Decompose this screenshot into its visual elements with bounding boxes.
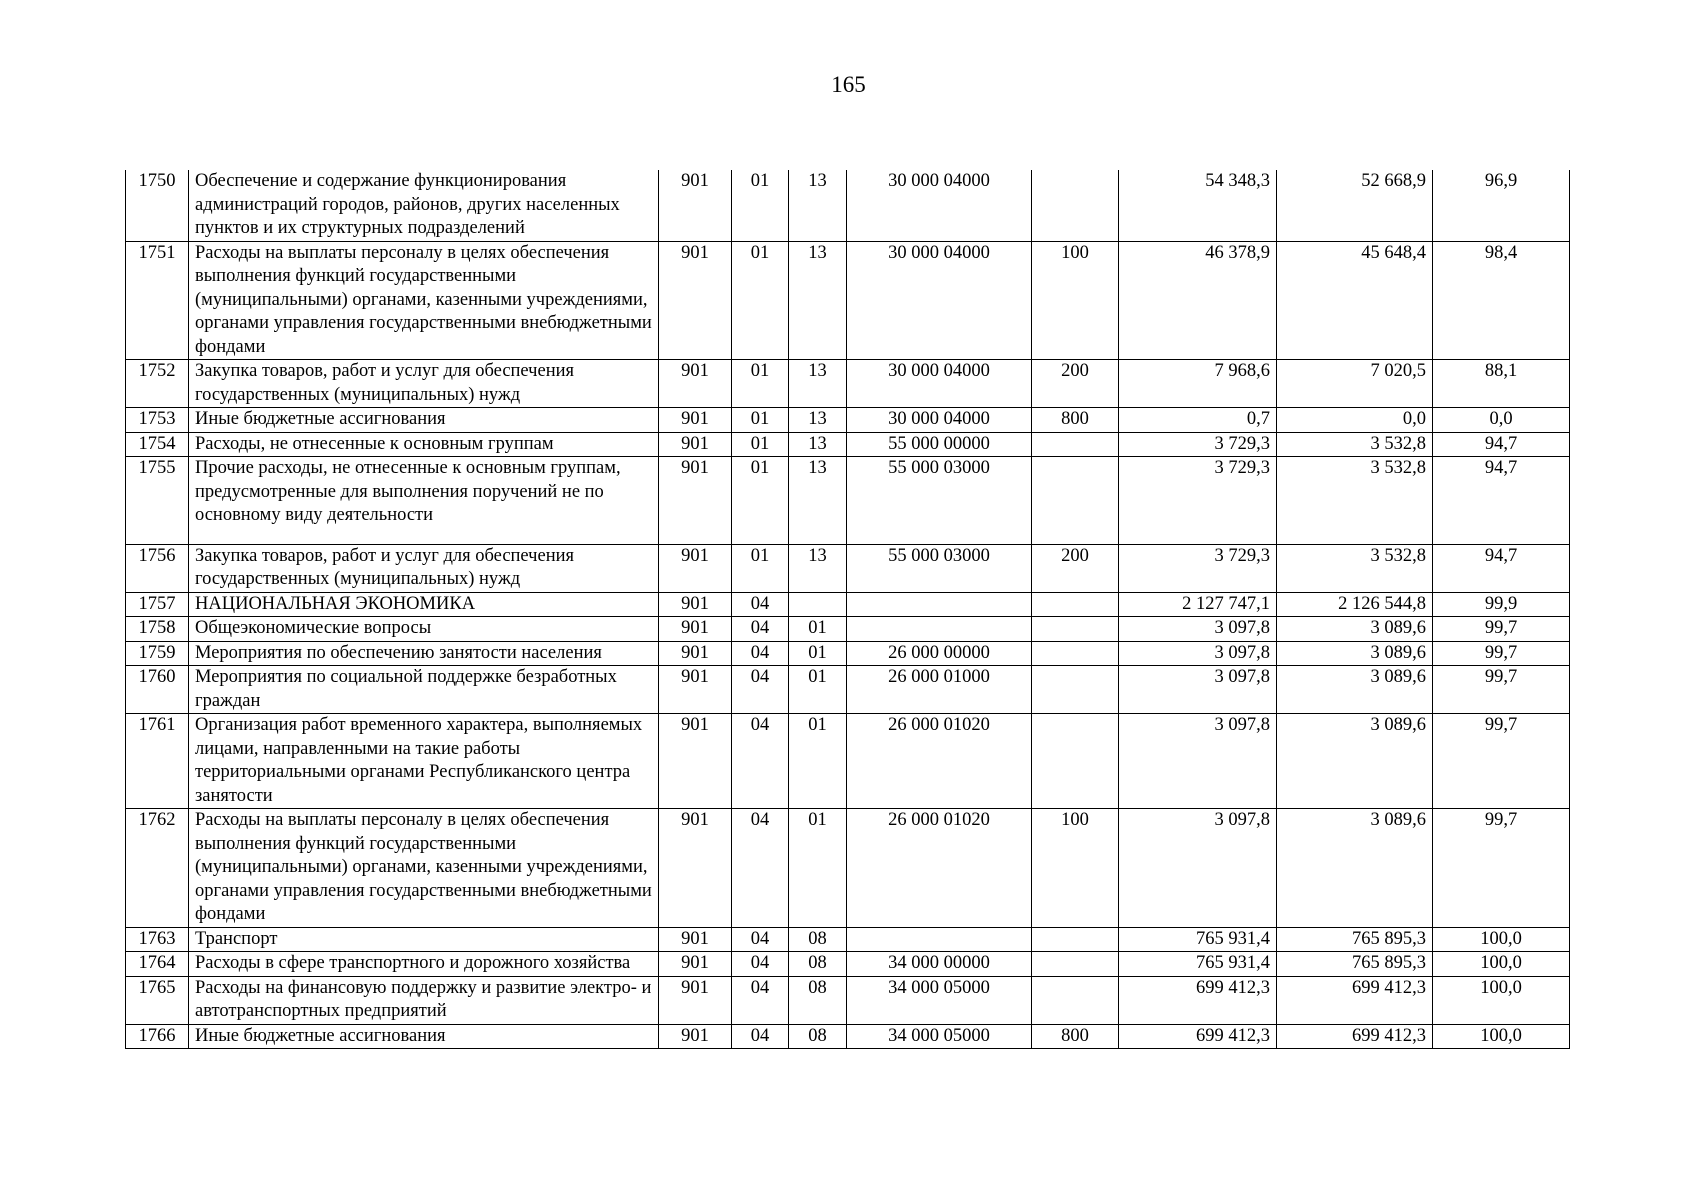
item-name-cell: Мероприятия по обеспечению занятости населения xyxy=(189,641,659,666)
planned-amount-cell: 46 378,9 xyxy=(1119,241,1277,360)
subsection-code-cell: 13 xyxy=(789,170,847,241)
row-number-cell: 1754 xyxy=(126,432,189,457)
table-row xyxy=(126,617,1570,642)
expense-type-cell: 100 xyxy=(1032,241,1119,360)
grbs-code-cell: 901 xyxy=(659,976,732,1024)
section-code-cell: 04 xyxy=(732,927,789,952)
section-code-cell: 04 xyxy=(732,641,789,666)
actual-amount-cell: 3 089,6 xyxy=(1277,714,1433,809)
actual-amount-cell: 45 648,4 xyxy=(1277,241,1433,360)
expense-type-cell xyxy=(1032,714,1119,809)
execution-percent-cell: 100,0 xyxy=(1433,927,1570,952)
target-article-cell: 30 000 04000 xyxy=(847,408,1032,433)
subsection-code-cell: 01 xyxy=(789,714,847,809)
page-number: 165 xyxy=(831,72,866,97)
table-row xyxy=(126,432,1570,457)
item-name-cell: Расходы на выплаты персоналу в целях обеспечения выполнения функций государственными (муниципальными) органами, казенными учреждениями, органами управления государственными внебюджетными фондами xyxy=(189,241,659,360)
planned-amount-cell: 2 127 747,1 xyxy=(1119,592,1277,617)
target-article-cell: 30 000 04000 xyxy=(847,170,1032,241)
actual-amount-cell: 765 895,3 xyxy=(1277,927,1433,952)
execution-percent-cell: 100,0 xyxy=(1433,1024,1570,1049)
grbs-code-cell: 901 xyxy=(659,617,732,642)
item-name-cell: Иные бюджетные ассигнования xyxy=(189,1024,659,1049)
row-number-cell: 1752 xyxy=(126,360,189,408)
row-number-cell: 1751 xyxy=(126,241,189,360)
section-code-cell: 04 xyxy=(732,976,789,1024)
row-number-cell: 1762 xyxy=(126,809,189,928)
planned-amount-cell: 699 412,3 xyxy=(1119,1024,1277,1049)
actual-amount-cell: 3 532,8 xyxy=(1277,432,1433,457)
execution-percent-cell: 94,7 xyxy=(1433,432,1570,457)
planned-amount-cell: 3 729,3 xyxy=(1119,457,1277,545)
planned-amount-cell: 3 097,8 xyxy=(1119,617,1277,642)
table-row xyxy=(126,1024,1570,1049)
grbs-code-cell: 901 xyxy=(659,666,732,714)
subsection-code-cell: 13 xyxy=(789,360,847,408)
actual-amount-cell: 3 089,6 xyxy=(1277,809,1433,928)
target-article-cell: 34 000 05000 xyxy=(847,1024,1032,1049)
table-row xyxy=(126,952,1570,977)
target-article-cell: 26 000 00000 xyxy=(847,641,1032,666)
target-article-cell: 30 000 04000 xyxy=(847,241,1032,360)
grbs-code-cell: 901 xyxy=(659,544,732,592)
execution-percent-cell: 99,7 xyxy=(1433,617,1570,642)
actual-amount-cell: 765 895,3 xyxy=(1277,952,1433,977)
planned-amount-cell: 0,7 xyxy=(1119,408,1277,433)
planned-amount-cell: 3 729,3 xyxy=(1119,544,1277,592)
grbs-code-cell: 901 xyxy=(659,809,732,928)
actual-amount-cell: 52 668,9 xyxy=(1277,170,1433,241)
target-article-cell: 34 000 05000 xyxy=(847,976,1032,1024)
expense-type-cell xyxy=(1032,641,1119,666)
item-name-cell: Транспорт xyxy=(189,927,659,952)
execution-percent-cell: 88,1 xyxy=(1433,360,1570,408)
expense-type-cell xyxy=(1032,457,1119,545)
item-name-cell: Прочие расходы, не отнесенные к основным группам, предусмотренные для выполнения поручений не по основному виду деятельности xyxy=(189,457,659,545)
table-body xyxy=(126,170,1570,1049)
subsection-code-cell: 08 xyxy=(789,927,847,952)
section-code-cell: 04 xyxy=(732,592,789,617)
row-number-cell: 1758 xyxy=(126,617,189,642)
section-code-cell: 01 xyxy=(732,432,789,457)
execution-percent-cell: 94,7 xyxy=(1433,457,1570,545)
table-row xyxy=(126,927,1570,952)
grbs-code-cell: 901 xyxy=(659,241,732,360)
actual-amount-cell: 0,0 xyxy=(1277,408,1433,433)
subsection-code-cell: 01 xyxy=(789,666,847,714)
item-name-cell: Расходы на выплаты персоналу в целях обеспечения выполнения функций государственными (муниципальными) органами, казенными учреждениями, органами управления государственными внебюджетными фондами xyxy=(189,809,659,928)
section-code-cell: 04 xyxy=(732,714,789,809)
section-code-cell: 01 xyxy=(732,408,789,433)
item-name-cell: Расходы в сфере транспортного и дорожного хозяйства xyxy=(189,952,659,977)
actual-amount-cell: 3 532,8 xyxy=(1277,457,1433,545)
item-name-cell: Мероприятия по социальной поддержке безработных граждан xyxy=(189,666,659,714)
expense-type-cell: 200 xyxy=(1032,544,1119,592)
table-row xyxy=(126,241,1570,360)
grbs-code-cell: 901 xyxy=(659,170,732,241)
subsection-code-cell: 13 xyxy=(789,544,847,592)
section-code-cell: 04 xyxy=(732,1024,789,1049)
grbs-code-cell: 901 xyxy=(659,592,732,617)
subsection-code-cell: 01 xyxy=(789,809,847,928)
execution-percent-cell: 99,7 xyxy=(1433,666,1570,714)
row-number-cell: 1755 xyxy=(126,457,189,545)
execution-percent-cell: 96,9 xyxy=(1433,170,1570,241)
item-name-cell: Закупка товаров, работ и услуг для обеспечения государственных (муниципальных) нужд xyxy=(189,360,659,408)
table-row xyxy=(126,544,1570,592)
grbs-code-cell: 901 xyxy=(659,408,732,433)
table-row xyxy=(126,408,1570,433)
target-article-cell xyxy=(847,617,1032,642)
subsection-code-cell: 13 xyxy=(789,432,847,457)
planned-amount-cell: 699 412,3 xyxy=(1119,976,1277,1024)
expense-type-cell: 100 xyxy=(1032,809,1119,928)
section-code-cell: 04 xyxy=(732,617,789,642)
table-row xyxy=(126,714,1570,809)
section-code-cell: 01 xyxy=(732,457,789,545)
expense-type-cell: 800 xyxy=(1032,408,1119,433)
item-name-cell: Закупка товаров, работ и услуг для обеспечения государственных (муниципальных) нужд xyxy=(189,544,659,592)
expense-type-cell xyxy=(1032,170,1119,241)
planned-amount-cell: 3 097,8 xyxy=(1119,666,1277,714)
grbs-code-cell: 901 xyxy=(659,927,732,952)
execution-percent-cell: 94,7 xyxy=(1433,544,1570,592)
table-row xyxy=(126,641,1570,666)
actual-amount-cell: 699 412,3 xyxy=(1277,1024,1433,1049)
actual-amount-cell: 7 020,5 xyxy=(1277,360,1433,408)
actual-amount-cell: 699 412,3 xyxy=(1277,976,1433,1024)
grbs-code-cell: 901 xyxy=(659,457,732,545)
section-code-cell: 04 xyxy=(732,952,789,977)
expense-type-cell xyxy=(1032,666,1119,714)
section-code-cell: 01 xyxy=(732,170,789,241)
target-article-cell: 26 000 01020 xyxy=(847,809,1032,928)
planned-amount-cell: 3 097,8 xyxy=(1119,809,1277,928)
row-number-cell: 1757 xyxy=(126,592,189,617)
item-name-cell: Общеэкономические вопросы xyxy=(189,617,659,642)
subsection-code-cell: 01 xyxy=(789,641,847,666)
section-code-cell: 04 xyxy=(732,809,789,928)
execution-percent-cell: 0,0 xyxy=(1433,408,1570,433)
execution-percent-cell: 99,7 xyxy=(1433,714,1570,809)
expense-type-cell xyxy=(1032,952,1119,977)
item-name-cell: Иные бюджетные ассигнования xyxy=(189,408,659,433)
planned-amount-cell: 3 097,8 xyxy=(1119,641,1277,666)
expense-type-cell xyxy=(1032,617,1119,642)
subsection-code-cell: 13 xyxy=(789,241,847,360)
planned-amount-cell: 765 931,4 xyxy=(1119,952,1277,977)
expense-type-cell xyxy=(1032,432,1119,457)
actual-amount-cell: 3 089,6 xyxy=(1277,617,1433,642)
row-number-cell: 1760 xyxy=(126,666,189,714)
target-article-cell xyxy=(847,592,1032,617)
target-article-cell: 26 000 01000 xyxy=(847,666,1032,714)
row-number-cell: 1759 xyxy=(126,641,189,666)
expense-type-cell: 800 xyxy=(1032,1024,1119,1049)
expense-type-cell: 200 xyxy=(1032,360,1119,408)
execution-percent-cell: 99,9 xyxy=(1433,592,1570,617)
table-row xyxy=(126,976,1570,1024)
table-row xyxy=(126,360,1570,408)
expense-type-cell xyxy=(1032,592,1119,617)
grbs-code-cell: 901 xyxy=(659,1024,732,1049)
subsection-code-cell: 13 xyxy=(789,408,847,433)
table-row xyxy=(126,457,1570,545)
item-name-cell: Расходы, не отнесенные к основным группам xyxy=(189,432,659,457)
table-row xyxy=(126,666,1570,714)
row-number-cell: 1756 xyxy=(126,544,189,592)
target-article-cell: 26 000 01020 xyxy=(847,714,1032,809)
execution-percent-cell: 99,7 xyxy=(1433,641,1570,666)
row-number-cell: 1763 xyxy=(126,927,189,952)
target-article-cell xyxy=(847,927,1032,952)
execution-percent-cell: 98,4 xyxy=(1433,241,1570,360)
subsection-code-cell: 08 xyxy=(789,952,847,977)
table-row xyxy=(126,592,1570,617)
section-code-cell: 04 xyxy=(732,666,789,714)
planned-amount-cell: 3 097,8 xyxy=(1119,714,1277,809)
budget-table xyxy=(125,170,1570,1049)
planned-amount-cell: 765 931,4 xyxy=(1119,927,1277,952)
target-article-cell: 34 000 00000 xyxy=(847,952,1032,977)
row-number-cell: 1761 xyxy=(126,714,189,809)
grbs-code-cell: 901 xyxy=(659,714,732,809)
actual-amount-cell: 2 126 544,8 xyxy=(1277,592,1433,617)
subsection-code-cell xyxy=(789,592,847,617)
section-code-cell: 01 xyxy=(732,544,789,592)
row-number-cell: 1753 xyxy=(126,408,189,433)
execution-percent-cell: 100,0 xyxy=(1433,976,1570,1024)
actual-amount-cell: 3 089,6 xyxy=(1277,666,1433,714)
row-number-cell: 1766 xyxy=(126,1024,189,1049)
subsection-code-cell: 08 xyxy=(789,976,847,1024)
expense-type-cell xyxy=(1032,976,1119,1024)
row-number-cell: 1764 xyxy=(126,952,189,977)
planned-amount-cell: 7 968,6 xyxy=(1119,360,1277,408)
grbs-code-cell: 901 xyxy=(659,641,732,666)
target-article-cell: 55 000 03000 xyxy=(847,457,1032,545)
row-number-cell: 1765 xyxy=(126,976,189,1024)
target-article-cell: 55 000 03000 xyxy=(847,544,1032,592)
item-name-cell: Расходы на финансовую поддержку и развитие электро- и автотранспортных предприятий xyxy=(189,976,659,1024)
grbs-code-cell: 901 xyxy=(659,952,732,977)
item-name-cell: НАЦИОНАЛЬНАЯ ЭКОНОМИКА xyxy=(189,592,659,617)
actual-amount-cell: 3 089,6 xyxy=(1277,641,1433,666)
planned-amount-cell: 54 348,3 xyxy=(1119,170,1277,241)
subsection-code-cell: 13 xyxy=(789,457,847,545)
execution-percent-cell: 100,0 xyxy=(1433,952,1570,977)
expense-type-cell xyxy=(1032,927,1119,952)
row-number-cell: 1750 xyxy=(126,170,189,241)
table-row xyxy=(126,809,1570,928)
subsection-code-cell: 01 xyxy=(789,617,847,642)
item-name-cell: Обеспечение и содержание функционирования администраций городов, районов, других населенных пунктов и их структурных подразделений xyxy=(189,170,659,241)
section-code-cell: 01 xyxy=(732,360,789,408)
item-name-cell: Организация работ временного характера, выполняемых лицами, направленными на такие работы территориальными органами Республиканского центра занятости xyxy=(189,714,659,809)
table-row xyxy=(126,170,1570,241)
section-code-cell: 01 xyxy=(732,241,789,360)
grbs-code-cell: 901 xyxy=(659,432,732,457)
subsection-code-cell: 08 xyxy=(789,1024,847,1049)
target-article-cell: 55 000 00000 xyxy=(847,432,1032,457)
actual-amount-cell: 3 532,8 xyxy=(1277,544,1433,592)
grbs-code-cell: 901 xyxy=(659,360,732,408)
planned-amount-cell: 3 729,3 xyxy=(1119,432,1277,457)
execution-percent-cell: 99,7 xyxy=(1433,809,1570,928)
target-article-cell: 30 000 04000 xyxy=(847,360,1032,408)
